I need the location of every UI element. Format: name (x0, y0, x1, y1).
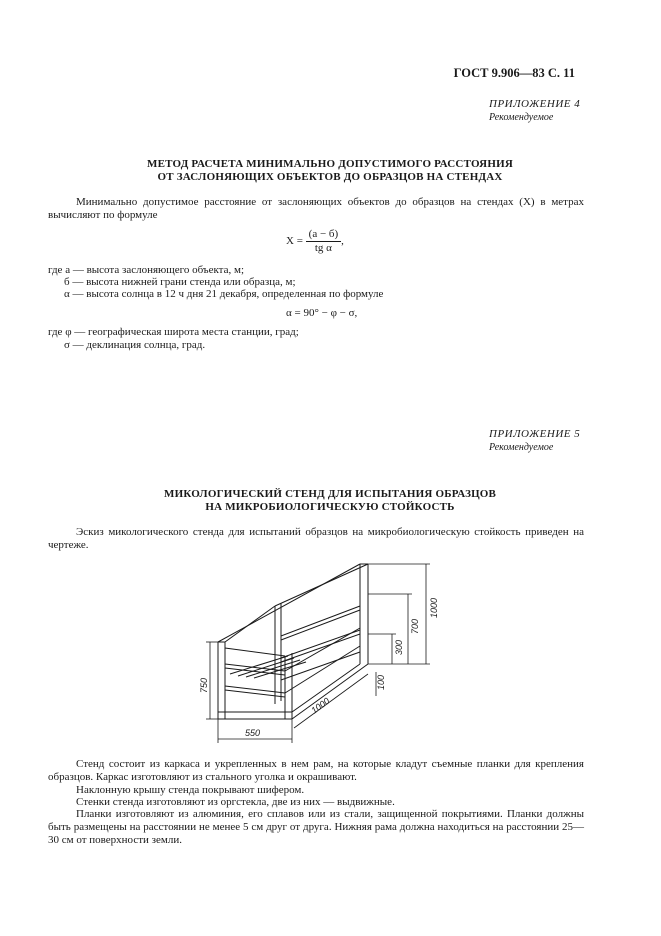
stand-drawing (190, 556, 450, 748)
appendix-5-status: Рекомендуемое (489, 442, 554, 453)
where-phi: где φ — географическая широта места станции, град; (48, 326, 299, 338)
stand-paragraph-1: Стенд состоит из каркаса и укрепленных в нем рам, на которые кладут съемные планки для крепления образцов. Каркас изготовляют из стального уголка и окрашивают. (48, 758, 584, 783)
appendix-5-title-line2: НА МИКРОБИОЛОГИЧЕСКУЮ СТОЙКОСТЬ (205, 501, 455, 513)
formula-denominator: tg α (314, 242, 332, 254)
dim-750: 750 (199, 677, 209, 693)
stand-frame (218, 564, 368, 719)
appendix-5-intro: Эскиз микологического стенда для испытаний образцов на микробиологическую стойкость приведен на чертеже. (48, 526, 584, 551)
where-sigma: σ — деклинация солнца, град. (64, 339, 206, 351)
appendix-4-label: ПРИЛОЖЕНИЕ 4 (489, 98, 581, 110)
where-a: где a — высота заслоняющего объекта, м; (48, 264, 245, 276)
dim-100: 100 (376, 674, 386, 690)
dim-1000-vertical: 1000 (429, 597, 439, 618)
appendix-4-title-line2: ОТ ЗАСЛОНЯЮЩИХ ОБЪЕКТОВ ДО ОБРАЗЦОВ НА СТЕНДАХ (157, 171, 503, 183)
where-alpha: α — высота солнца в 12 ч дня 21 декабря, определенная по формуле (64, 288, 384, 300)
formula-x (286, 228, 344, 255)
appendix-4-heading (489, 98, 580, 124)
appendix-5-title (60, 488, 600, 514)
appendix-5-heading (489, 428, 580, 454)
page-header: ГОСТ 9.906—83 С. 11 (453, 66, 575, 80)
stand-paragraph-4: Планки изготовляют из алюминия, его сплавов или из стали, защищенной покрытиями. Планки должны быть размещены на расстоянии не менее 5 см друг от друга. Нижняя рама должна находиться на расстоянии 25—30 см от поверхности земли. (48, 808, 584, 846)
dim-300: 300 (394, 639, 404, 655)
appendix-5-label: ПРИЛОЖЕНИЕ 5 (489, 428, 581, 440)
appendix-5-title-line1: МИКОЛОГИЧЕСКИЙ СТЕНД ДЛЯ ИСПЫТАНИЯ ОБРАЗЦОВ (163, 488, 496, 500)
dim-700: 700 (410, 618, 420, 634)
dim-550: 550 (245, 728, 261, 738)
appendix-4-status: Рекомендуемое (489, 112, 554, 123)
formula-alpha: α = 90° − φ − σ, (286, 307, 358, 319)
appendix-4-intro: Минимально допустимое расстояние от заслоняющих объектов до образцов на стендах (X) в метрах вычисляют по формуле (48, 196, 584, 221)
formula-end: , (341, 235, 344, 248)
appendix-4-title-line1: МЕТОД РАСЧЕТА МИНИМАЛЬНО ДОПУСТИМОГО РАССТОЯНИЯ (147, 158, 513, 170)
formula-numerator: (a − б) (306, 228, 342, 242)
dim-1000-length: 1000 (309, 695, 332, 716)
stand-paragraph-3: Стенки стенда изготовляют из оргстекла, две из них — выдвижные. (76, 796, 395, 808)
formula-fraction (306, 228, 342, 255)
formula-lhs: X = (286, 235, 303, 248)
where-b: б — высота нижней грани стенда или образца, м; (64, 276, 296, 288)
stand-paragraph-2: Наклонную крышу стенда покрывают шифером. (76, 784, 305, 796)
appendix-4-title (60, 158, 600, 184)
